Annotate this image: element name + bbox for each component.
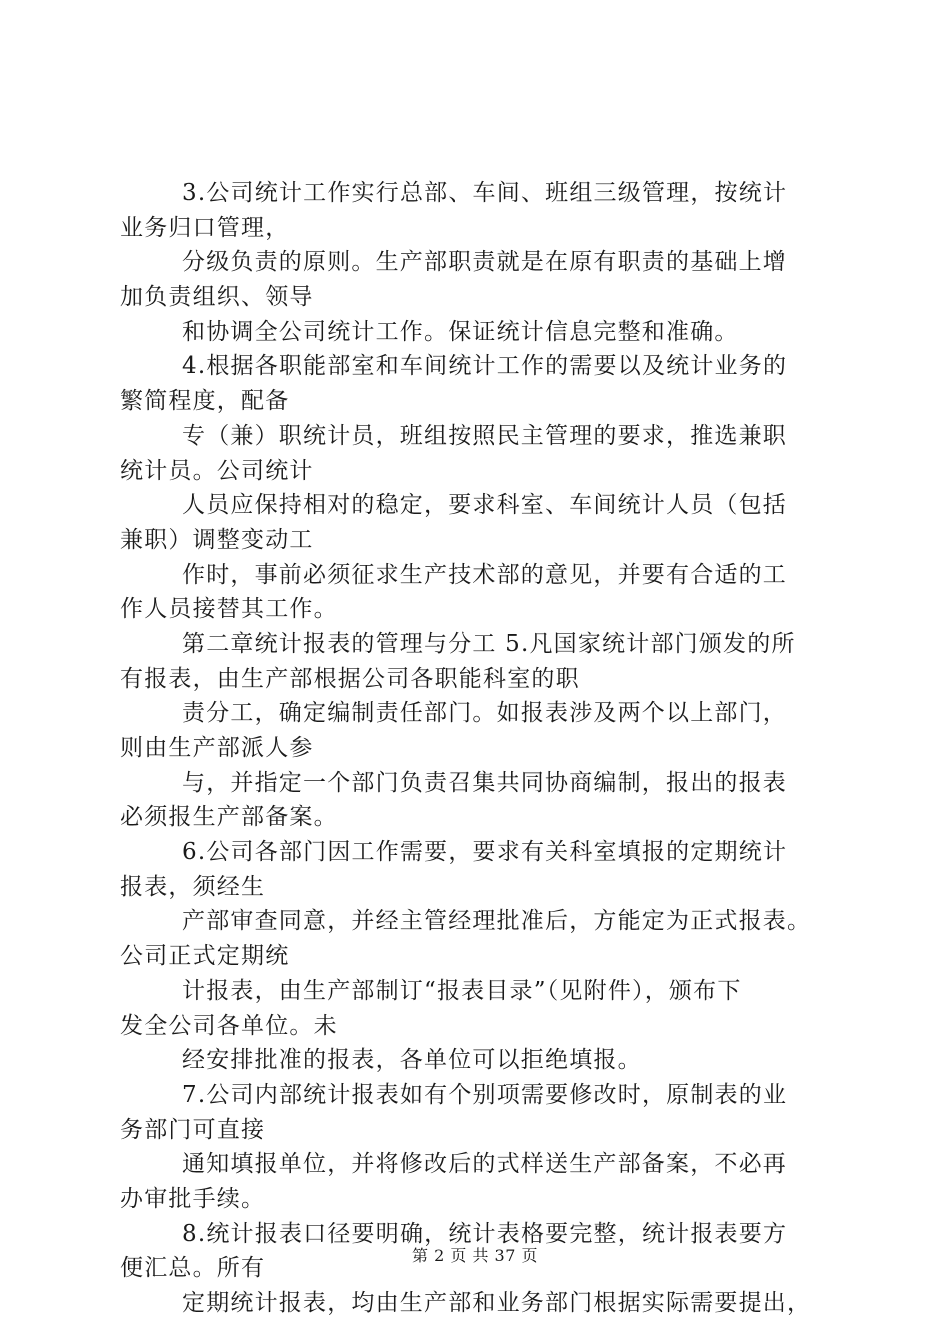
text-line: 办审批手续。 bbox=[120, 1185, 266, 1212]
text-line: 业务归口管理， bbox=[120, 214, 290, 241]
text-line: 作时，事前必须征求生产技术部的意见，并要有合适的工 bbox=[182, 561, 787, 588]
text-line: 分级负责的原则。生产部职责就是在原有职责的基础上增 bbox=[182, 249, 787, 276]
page-number-footer: 第 2 页 共 37 页 bbox=[412, 1246, 538, 1265]
text-line: 3.公司统计工作实行总部、车间、班组三级管理，按统计 bbox=[182, 180, 788, 206]
text-line: 和协调全公司统计工作。保证统计信息完整和准确。 bbox=[182, 318, 739, 345]
text-line: 计报表，由生产部制订“报表目录”（见附件），颁布下 bbox=[182, 977, 742, 1004]
text-line: 人员应保持相对的稳定，要求科室、车间统计人员（包括 bbox=[182, 492, 787, 519]
document-body bbox=[120, 176, 840, 1321]
text-line: 产部审查同意，并经主管经理批准后，方能定为正式报表。 bbox=[182, 908, 812, 935]
text-line: 责分工，确定编制责任部门。如报表涉及两个以上部门， bbox=[182, 700, 787, 727]
text-line: 4.根据各职能部室和车间统计工作的需要以及统计业务的 bbox=[182, 353, 788, 380]
text-line: 6.公司各部门因工作需要，要求有关科室填报的定期统计 bbox=[182, 839, 788, 866]
text-line: 报表，须经生 bbox=[120, 873, 266, 900]
text-line: 务部门可直接 bbox=[120, 1116, 266, 1143]
text-line: 公司正式定期统 bbox=[120, 943, 290, 970]
text-line: 发全公司各单位。未 bbox=[120, 1012, 338, 1039]
text-line: 7.公司内部统计报表如有个别项需要修改时，原制表的业 bbox=[182, 1081, 788, 1108]
text-line: 加负责组织、领导 bbox=[120, 284, 314, 311]
text-line: 通知填报单位，并将修改后的式样送生产部备案，不必再 bbox=[182, 1151, 787, 1178]
text-line: 专（兼）职统计员，班组按照民主管理的要求，推选兼职 bbox=[182, 422, 787, 449]
text-line: 统计员。公司统计 bbox=[120, 457, 314, 484]
text-line: 作人员接替其工作。 bbox=[120, 596, 338, 623]
text-line: 则由生产部派人参 bbox=[120, 735, 314, 761]
text-line: 繁简程度，配备 bbox=[120, 388, 290, 415]
text-line: 定期统计报表，均由生产部和业务部门根据实际需要提出， bbox=[182, 1290, 812, 1316]
text-line: 第二章统计报表的管理与分工 5.凡国家统计部门颁发的所 bbox=[182, 630, 796, 657]
text-line: 便汇总。所有 bbox=[120, 1255, 266, 1282]
text-line: 兼职）调整变动工 bbox=[120, 526, 314, 553]
text-line: 8.统计报表口径要明确，统计表格要完整，统计报表要方 bbox=[182, 1220, 788, 1247]
text-line: 必须报生产部备案。 bbox=[120, 804, 338, 831]
text-line: 与，并指定一个部门负责召集共同协商编制，报出的报表 bbox=[182, 769, 787, 796]
text-line: 经安排批准的报表，各单位可以拒绝填报。 bbox=[182, 1047, 642, 1074]
text-line: 有报表，由生产部根据公司各职能科室的职 bbox=[120, 665, 580, 692]
